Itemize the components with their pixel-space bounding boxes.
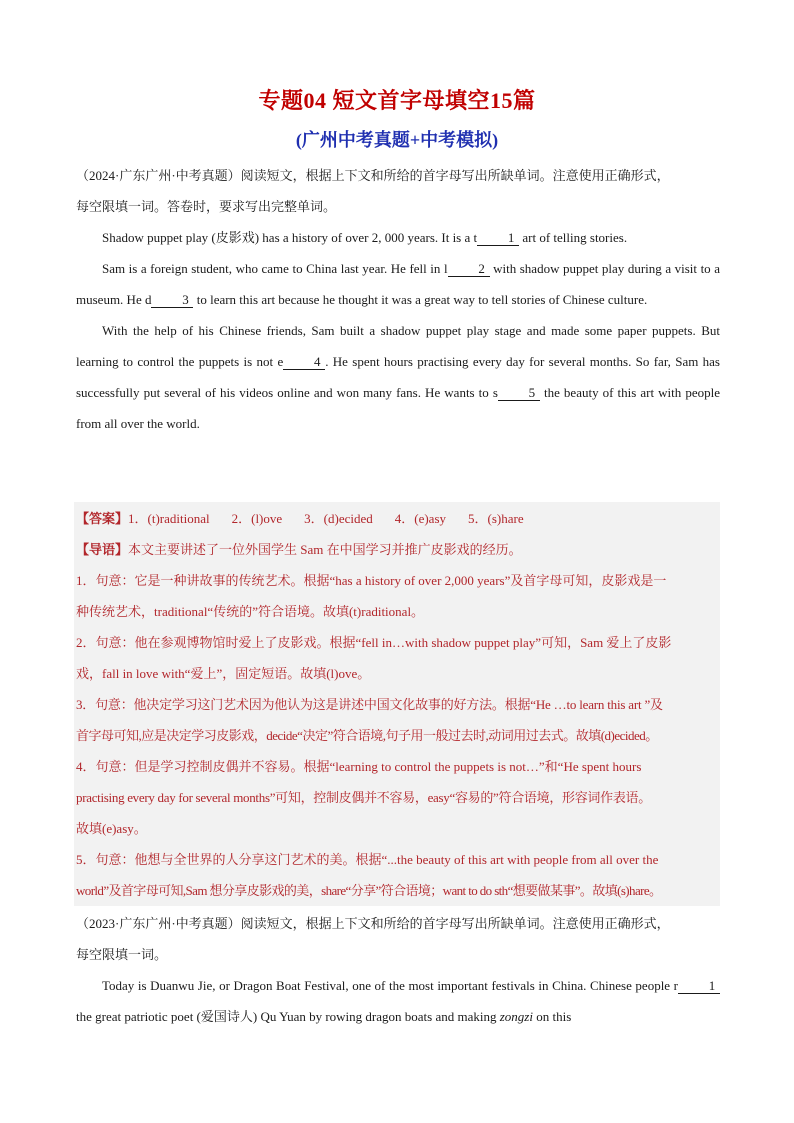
- answer-item: 1．(t)raditional: [128, 511, 210, 526]
- guide-line: [76, 534, 722, 565]
- guide-label: 【导语】: [76, 542, 129, 557]
- answer-blank-1[interactable]: 1: [477, 231, 519, 246]
- explanation-line: 种传统艺术，traditional“传统的”符合语境。故填(t)raditional。: [76, 604, 425, 619]
- explanation-line: 5．句意：他想与全世界的人分享这门艺术的美。根据“...the beauty of this art with people from all over the: [76, 852, 659, 867]
- instruction-line-1: （2024·广东广州·中考真题）阅读短文，根据上下文和所给的首字母写出所缺单词。注意使用正确形式，: [76, 168, 670, 183]
- instruction-line-2: 每空限填一词。: [76, 947, 168, 962]
- instruction-line-1: （2023·广东广州·中考真题）阅读短文，根据上下文和所给的首字母写出所缺单词。注意使用正确形式，: [76, 916, 670, 931]
- passage-paragraph-1: Shadow puppet play (皮影戏) has a history of over 2, 000 years. It is a t 1 art of telling stories.: [102, 230, 628, 245]
- explanation-line: 首字母可知,应是决定学习皮影戏，decide“决定”符合语境,句子用一般过去时,动词用过去式。故填(d)ecided。: [76, 728, 658, 743]
- answer-blank-2[interactable]: 2: [448, 262, 490, 277]
- section2-passage: [76, 970, 720, 1032]
- section1-passage: [76, 222, 720, 439]
- page-title: 专题04 短文首字母填空15篇: [258, 88, 536, 113]
- page-subtitle: (广州中考真题+中考模拟): [295, 130, 499, 150]
- explanation-line: world”及首字母可知,Sam 想分享皮影戏的美，share“分享”符合语境；want to do sth“想要做某事”。故填(s)hare。: [76, 883, 662, 898]
- explanation-line: 1．句意：它是一种讲故事的传统艺术。根据“has a history of over 2,000 years”及首字母可知，皮影戏是一: [76, 573, 667, 588]
- answer-list: [76, 503, 722, 534]
- passage-paragraph-2: Sam is a foreign student, who came to China last year. He fell in l 2 with shadow puppet play during a visit to a museum. He d 3 to learn this art because he thought it was a great way to tell stories of Chinese culture.: [76, 261, 720, 307]
- passage-paragraph-1: Today is Duanwu Jie, or Dragon Boat Festival, one of the most important festivals in China. Chinese people r 1 the great patriotic poet (爱国诗人) Qu Yuan by rowing dragon boats and making zongzi on this: [76, 970, 720, 1032]
- instruction-line-2: 每空限填一词。答卷时，要求写出完整单词。: [76, 199, 337, 214]
- explanation-line: 2．句意：他在参观博物馆时爱上了皮影戏。根据“fell in…with shadow puppet play”可知，Sam 爱上了皮影: [76, 635, 672, 650]
- explanation-line: 4．句意：但是学习控制皮偶并不容易。根据“learning to control the puppets is not…”和“He spent hours: [76, 759, 642, 774]
- explanation-line: 故填(e)asy。: [76, 821, 147, 836]
- answer-section: [76, 503, 722, 906]
- answer-blank-1[interactable]: 1: [678, 979, 720, 994]
- answer-label: 【答案】: [76, 511, 129, 526]
- passage-paragraph-3: With the help of his Chinese friends, Sam built a shadow puppet play stage and made some paper puppets. But learning to control the puppets is not e 4 . He spent hours practising every day for several months. So far, Sam has successfully put several of his videos online and won many fans. He wants to s 5 the beauty of this art with people from all over the world.: [76, 323, 720, 431]
- answer-blank-5[interactable]: 5: [498, 386, 540, 401]
- answer-item: 5．(s)hare: [468, 511, 524, 526]
- zongzi-word: zongzi: [499, 1009, 533, 1024]
- answer-blank-4[interactable]: 4: [283, 355, 325, 370]
- answer-item: 4．(e)asy: [394, 511, 447, 526]
- answer-blank-3[interactable]: 3: [151, 293, 193, 308]
- answer-item: 3．(d)ecided: [304, 511, 373, 526]
- explanation-line: 3．句意：他决定学习这门艺术因为他认为这是讲述中国文化故事的好方法。根据“He …to learn this art ”及: [76, 697, 663, 712]
- section1-instruction: [76, 160, 720, 222]
- guide-text: 本文主要讲述了一位外国学生 Sam 在中国学习并推广皮影戏的经历。: [128, 542, 522, 557]
- explanation-line: practising every day for several months”可知，控制皮偶并不容易，easy“容易的”符合语境，形容词作表语。: [76, 790, 651, 805]
- answer-item: 2．(l)ove: [231, 511, 283, 526]
- section2-instruction: [76, 908, 720, 970]
- explanation-line: 戏，fall in love with“爱上”，固定短语。故填(l)ove。: [76, 666, 371, 681]
